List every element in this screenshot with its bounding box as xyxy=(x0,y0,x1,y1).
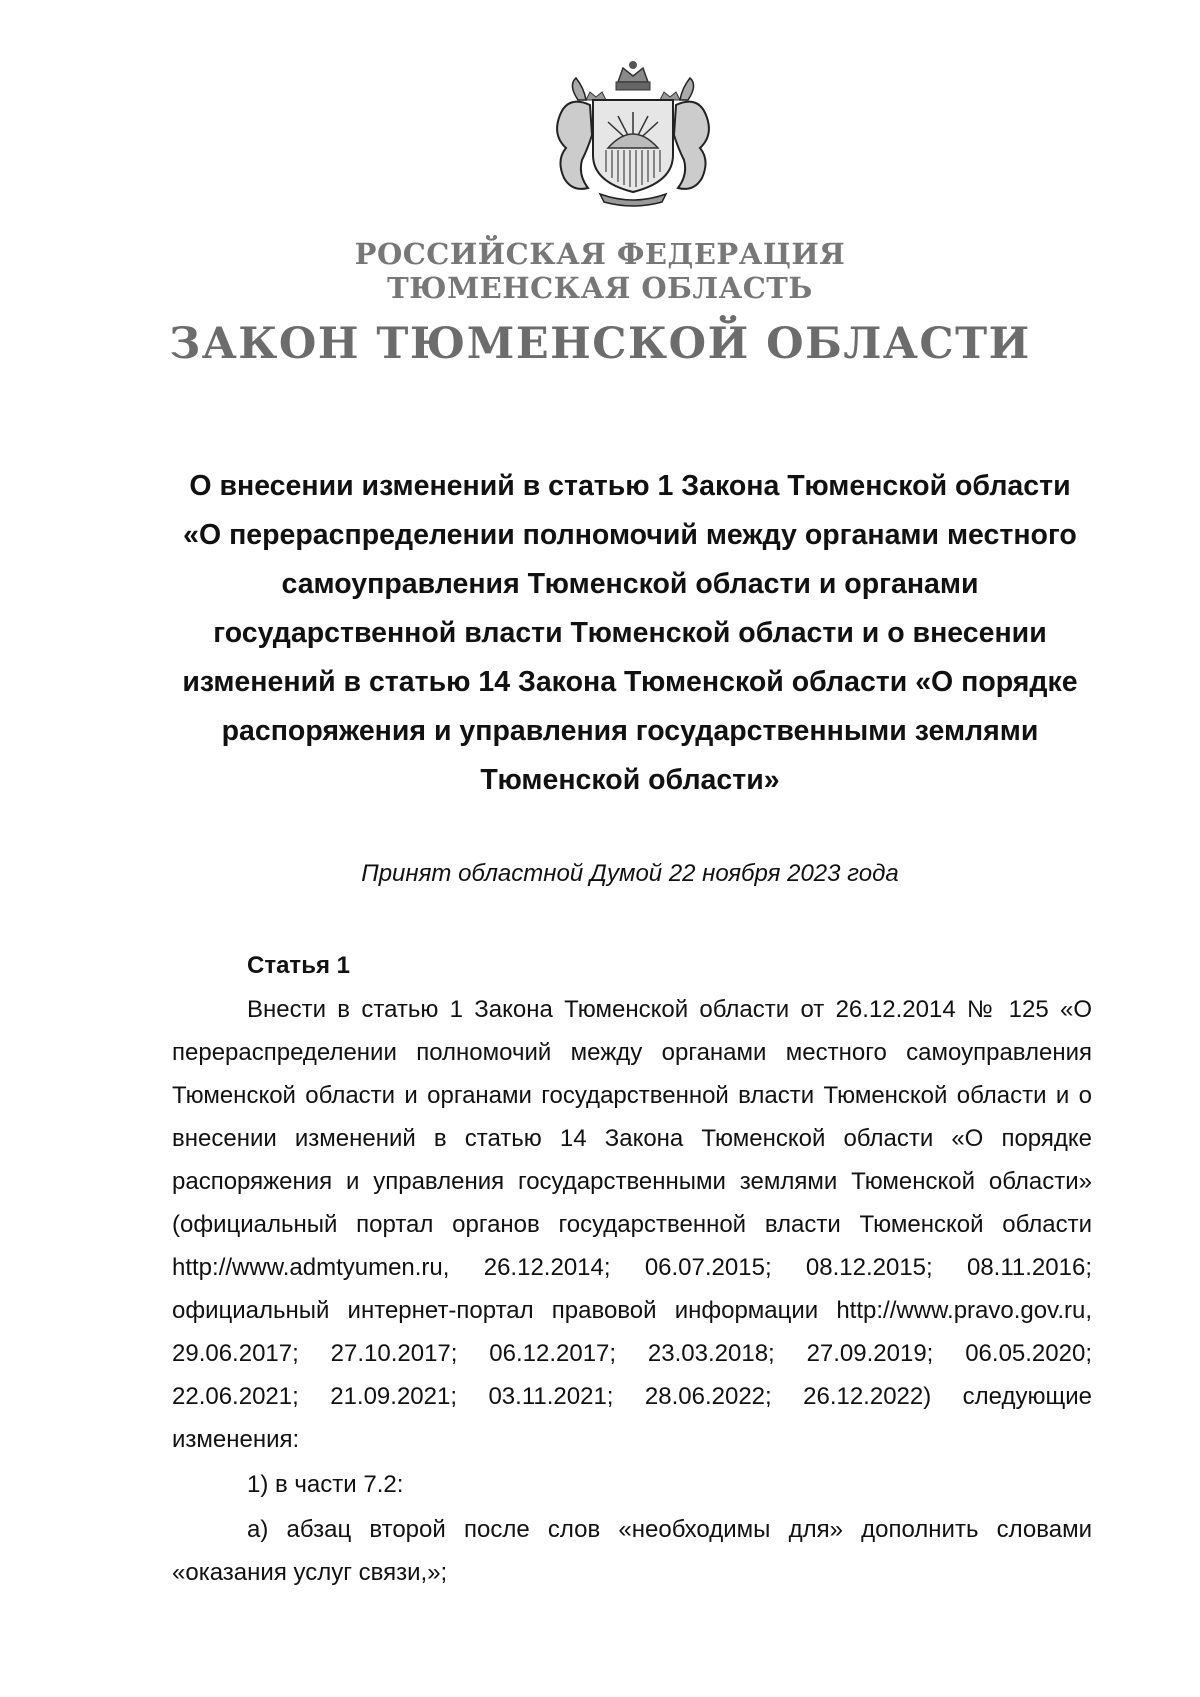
article-paragraph: Внести в статью 1 Закона Тюменской области от 26.12.2014 № 125 «О перераспределении полномочий между органами местного самоуправления Тюменской области и органами государственной власти Тюменской области и о внесении изменений в статью 14 Закона Тюменской области «О порядке распоряжения и управления государственными землями Тюменской области» (официальный портал органов государственной власти Тюменской области http://www.admtyumen.ru, 26.12.2014; 06.07.2015; 08.12.2015; 08.11.2016; официальный интернет-портал правовой информации http://www.pravo.gov.ru, 29.06.2017; 27.10.2017; 06.12.2017; 23.03.2018; 27.09.2019; 06.05.2020; 22.06.2021; 21.09.2021; 03.11.2021; 28.06.2022; 26.12.2022) следующие изменения: xyxy=(172,996,1092,1453)
law-title-line: государственной власти Тюменской области и о внесении xyxy=(213,617,1047,649)
article-paragraph: а) абзац второй после слов «необходимы для» дополнить словами «оказания услуг связи,»; xyxy=(172,1516,1092,1586)
article-body xyxy=(172,988,1092,1594)
article-heading: Статья 1 xyxy=(247,952,350,979)
coat-of-arms-icon xyxy=(538,60,728,210)
law-title-line: самоуправления Тюменской области и органами xyxy=(281,568,979,600)
law-title-line: О внесении изменений в статью 1 Закона Тюменской области xyxy=(189,470,1071,502)
law-kind-heading: ЗАКОН ТЮМЕНСКОЙ ОБЛАСТИ xyxy=(169,319,1031,369)
law-title xyxy=(170,462,1090,805)
region-heading: ТЮМЕНСКАЯ ОБЛАСТЬ xyxy=(387,271,813,305)
adoption-note: Принят областной Думой 22 ноября 2023 года xyxy=(361,860,899,887)
article-paragraph: 1) в части 7.2: xyxy=(247,1471,404,1498)
law-title-line: «О перераспределении полномочий между органами местного xyxy=(183,519,1077,551)
law-title-line: Тюменской области» xyxy=(480,764,780,796)
country-heading: РОССИЙСКАЯ ФЕДЕРАЦИЯ xyxy=(354,237,846,271)
law-title-line: распоряжения и управления государственными землями xyxy=(221,715,1039,747)
law-title-line: изменений в статью 14 Закона Тюменской области «О порядке xyxy=(182,666,1078,698)
